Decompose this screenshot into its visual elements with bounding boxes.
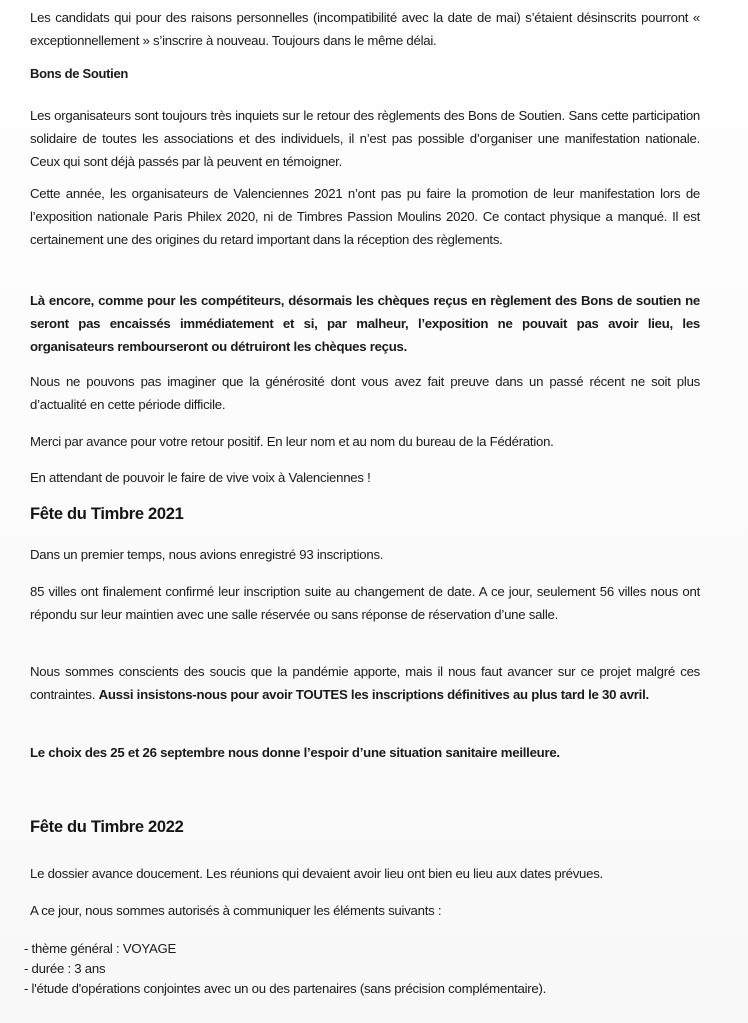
bons-paragraph-4: Nous ne pouvons pas imaginer que la générosité dont vous avez fait preuve dans un passé récent ne soit plus d’actualité en cette période difficile. — [30, 374, 700, 412]
fete-2022-element-list — [24, 939, 714, 999]
fete-2021-paragraph-3-normal: Nous sommes conscients des soucis que la pandémie apporte, mais il nous faut avancer sur ce projet malgré ces contraintes. — [30, 664, 700, 702]
section-heading-bons-de-soutien: Bons de Soutien — [30, 66, 129, 81]
list-item: - l'étude d'opérations conjointes avec un ou des partenaires (sans précision complémentaire). — [24, 981, 547, 996]
fete-2022-paragraph-1: Le dossier avance doucement. Les réunions qui devaient avoir lieu ont bien eu lieu aux dates prévues. — [30, 866, 603, 881]
bons-paragraph-2: Cette année, les organisateurs de Valenciennes 2021 n’ont pas pu faire la promotion de leur manifestation lors de l’exposition nationale Paris Philex 2020, ni de Timbres Passion Moulins 2020. Ce contact physique a manqué. Il est certainement une des origines du retard important dans la réception des règlements. — [30, 186, 700, 247]
fete-2021-paragraph-3-bold: Aussi insistons-nous pour avoir TOUTES les inscriptions définitives au plus tard le 30 avril. — [98, 687, 649, 702]
fete-2021-paragraph-1: Dans un premier temps, nous avions enregistré 93 inscriptions. — [30, 547, 384, 562]
fete-2021-paragraph-2: 85 villes ont finalement confirmé leur inscription suite au changement de date. A ce jour, seulement 56 villes nous ont répondu sur leur maintien avec une salle réservée ou sans réponse de réservation d’une salle. — [30, 584, 700, 622]
fete-2022-paragraph-2: A ce jour, nous sommes autorisés à communiquer les éléments suivants : — [30, 903, 442, 918]
fete-2021-paragraph-3 — [30, 660, 700, 706]
section-heading-fete-2022: Fête du Timbre 2022 — [30, 818, 184, 836]
bons-paragraph-5: Merci par avance pour votre retour positif. En leur nom et au nom du bureau de la Fédération. — [30, 434, 554, 449]
bons-paragraph-6: En attendant de pouvoir le faire de vive voix à Valenciennes ! — [30, 470, 371, 485]
bons-paragraph-3-bold: Là encore, comme pour les compétiteurs, désormais les chèques reçus en règlement des Bons de soutien ne seront pas encaissés immédiatement et si, par malheur, l’exposition ne pouvait pas avoir lieu, les organisateurs rembourseront ou détruiront les chèques reçus. — [30, 293, 700, 354]
fete-2021-paragraph-4-bold: Le choix des 25 et 26 septembre nous donne l’espoir d’une situation sanitaire meilleure. — [30, 745, 560, 760]
bons-paragraph-1: Les organisateurs sont toujours très inquiets sur le retour des règlements des Bons de Soutien. Sans cette participation solidaire de toutes les associations et des individuels, il n’est pas possible d’organiser une manifestation nationale. Ceux qui sont déjà passés par là peuvent en témoigner. — [30, 108, 700, 169]
list-item: - thème général : VOYAGE — [24, 941, 177, 956]
section-heading-fete-2021: Fête du Timbre 2021 — [30, 505, 184, 523]
intro-paragraph: Les candidats qui pour des raisons personnelles (incompatibilité avec la date de mai) s’étaient désinscrits pourront « exceptionnellement » s’inscrire à nouveau. Toujours dans le même délai. — [30, 10, 700, 48]
list-item: - durée : 3 ans — [24, 961, 106, 976]
